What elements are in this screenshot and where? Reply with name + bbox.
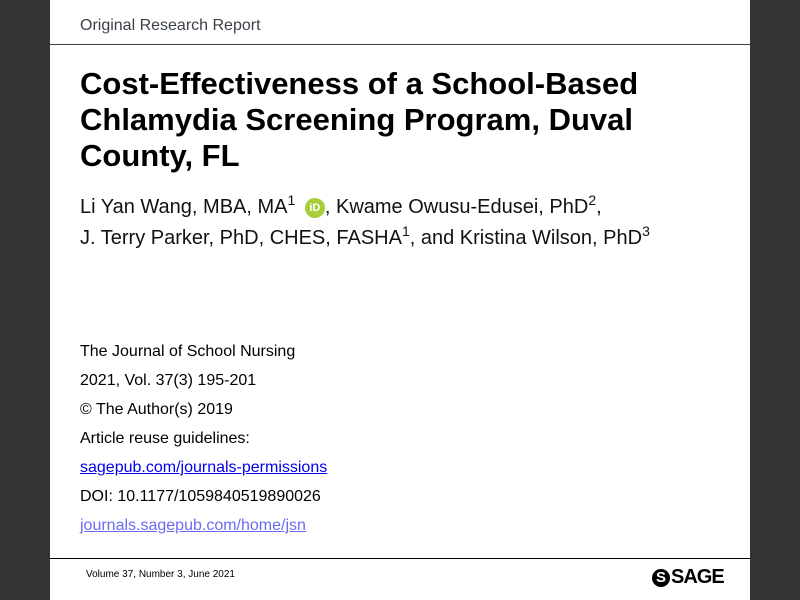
journal-home-link[interactable]: journals.sagepub.com/home/jsn	[80, 517, 306, 534]
publisher-name: SAGE	[671, 566, 724, 588]
affiliation-sup: 1	[287, 192, 296, 208]
footer-divider	[50, 558, 750, 559]
author-list: Li Yan Wang, MBA, $MA^1$ iD , Kwame Owusu-Edusei, PhD$^2$, J. Terry Parker, PhD, CHES, FASHA$^1$, and Kristina Wilson, PhD$^3$	[80, 192, 650, 249]
author-name: Li Yan Wang, MBA, MA	[80, 196, 288, 218]
issue-info: Volume 37, Number 3, June 2021	[86, 569, 235, 580]
affiliation-sup: 1	[401, 223, 410, 239]
copyright: © The Author(s) 2019	[80, 401, 233, 418]
affiliation-sup: 3	[642, 223, 650, 239]
sage-logo	[652, 566, 724, 589]
article-meta	[80, 337, 327, 540]
doi: DOI: 10.1177/1059840519890026	[80, 488, 321, 505]
section-label: Original Research Report	[80, 17, 261, 34]
author-name: and Kristina Wilson, PhD	[420, 227, 643, 249]
journal-name: The Journal of School Nursing	[80, 343, 296, 360]
author-name: Kwame Owusu-Edusei, PhD	[335, 196, 589, 218]
author-name: J. Terry Parker, PhD, CHES, FASHA	[80, 227, 402, 249]
reuse-label: Article reuse guidelines:	[80, 430, 250, 447]
header-divider	[50, 44, 750, 45]
document-page	[50, 0, 750, 600]
affiliation-sup: 2	[588, 192, 597, 208]
volume-info: 2021, Vol. 37(3) 195-201	[80, 372, 257, 389]
permissions-link[interactable]: sagepub.com/journals-permissions	[80, 459, 328, 476]
article-title: Cost-Effectiveness of a School-Based Chlamydia Screening Program, Duval County, FL	[80, 66, 639, 173]
orcid-icon[interactable]: iD	[305, 198, 325, 218]
sage-logo-icon: S	[652, 569, 670, 587]
